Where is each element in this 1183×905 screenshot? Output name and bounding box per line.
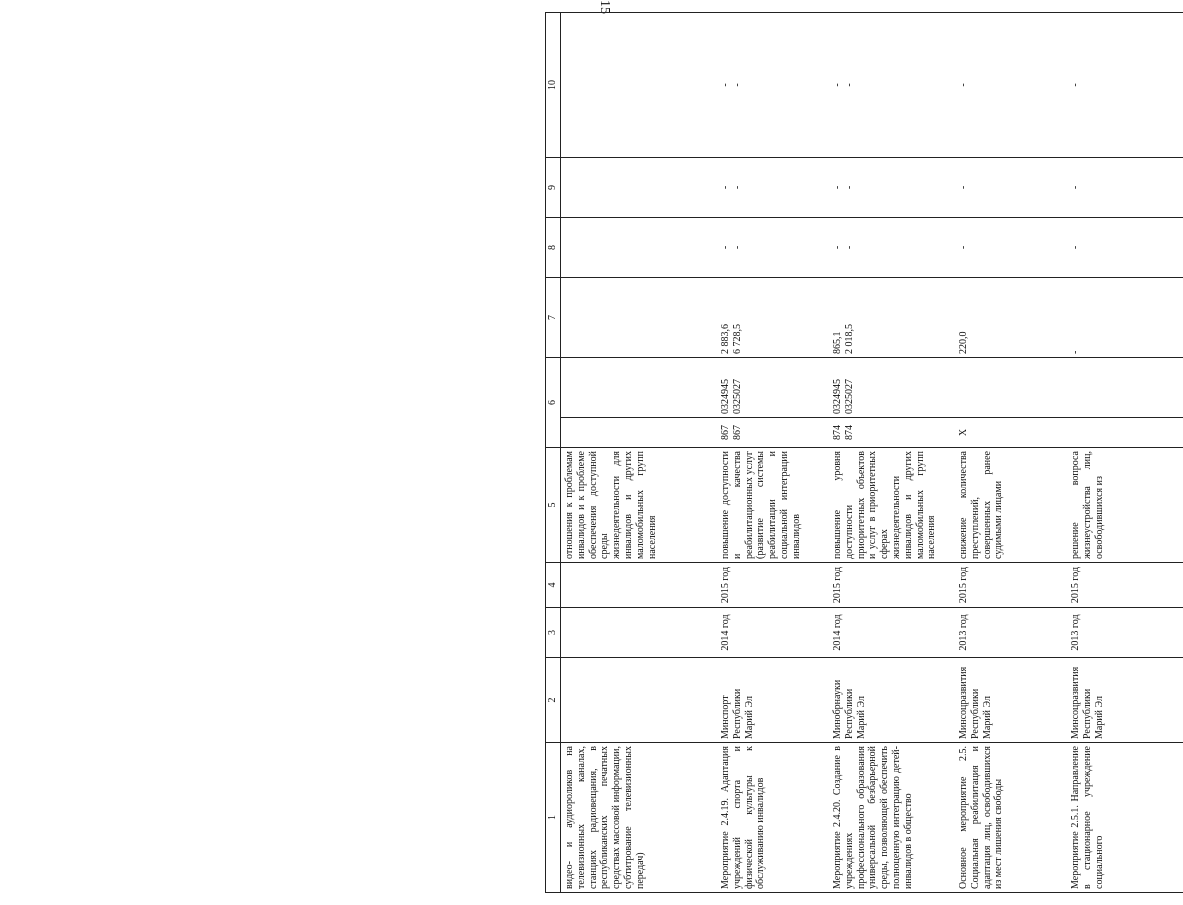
amount-cell-10-line: -: [843, 83, 855, 87]
amount-cell-10: [1067, 13, 1183, 158]
amount-cell-9: [561, 158, 718, 218]
amount-cell: [561, 278, 718, 358]
amount-cell-8: [1067, 218, 1183, 278]
target-article-cell-line: 0325027: [843, 379, 855, 414]
amount-cell-8-line: -: [720, 245, 731, 250]
amount-cell-8: [717, 218, 829, 278]
target-article-cell-line: 0325027: [731, 379, 743, 414]
amount-cell-8: [955, 218, 1067, 278]
page-number: 15: [597, 0, 612, 14]
amount-cell-10: [955, 13, 1067, 158]
amount-cell: [1067, 278, 1183, 358]
amount-cell-9: [1067, 158, 1183, 218]
amount-cell-10-line: -: [720, 83, 731, 87]
header-cell: 10: [546, 13, 561, 158]
header-cell: 6: [546, 358, 561, 448]
header-cell: 1: [546, 743, 561, 893]
measure-name-cell: видео- и аудиороликов на телевизионных каналах, станциях радиовещания, в республиканских печатных средствах массовой информации, субтитрование телевизионных передач): [561, 743, 718, 893]
amount-cell-9-line: -: [731, 185, 743, 190]
executor-cell: Минсоцразвития Республики Марий Эл: [1067, 658, 1183, 743]
amount-cell-8-line: -: [1070, 245, 1081, 250]
amount-cell: [717, 278, 829, 358]
amount-cell: [829, 278, 955, 358]
start-year-cell: 2014 год: [829, 608, 955, 658]
measure-name-cell: Мероприятие 2.5.1. Направление в стационарное учреждение социального: [1067, 743, 1183, 893]
amount-cell-10: [829, 13, 955, 158]
target-article-cell: [955, 358, 1067, 418]
amount-cell-10-line: -: [1070, 83, 1081, 87]
measure-name-cell: Мероприятие 2.4.20. Создание в учреждениях профессионального образования универсальной безбарьерной среды, позволяющей обеспечить полноценную интеграцию детей-инвалидов в общество: [829, 743, 955, 893]
header-cell: 3: [546, 608, 561, 658]
amount-cell-8-line: -: [958, 245, 969, 250]
table-row: [717, 13, 829, 893]
target-article-cell: [1067, 358, 1183, 418]
amount-cell-9: [717, 158, 829, 218]
grbs-code-cell: [1067, 418, 1183, 448]
grbs-code-cell: [829, 418, 955, 448]
amount-cell: [955, 278, 1067, 358]
target-article-cell: [829, 358, 955, 418]
expected-result-cell: повышение уровня доступности приоритетных объектов и услуг в приоритетных сферах жизнедеятельности инвалидов и других маломобильных групп населения: [829, 448, 955, 563]
amount-cell-line: 2 883,6: [720, 324, 731, 354]
grbs-code-cell-line: 867: [731, 425, 743, 440]
grbs-code-cell-line: 874: [832, 425, 843, 440]
amount-cell-line: -: [1070, 350, 1081, 354]
start-year-cell: 2014 год: [717, 608, 829, 658]
end-year-cell: 2015 год: [955, 563, 1067, 608]
table-row: [561, 13, 718, 893]
executor-cell: Минсоцразвития Республики Марий Эл: [955, 658, 1067, 743]
amount-cell-10-line: -: [832, 83, 843, 87]
grbs-code-cell: [717, 418, 829, 448]
target-article-cell: [561, 358, 718, 418]
measure-name-cell: Мероприятие 2.4.19. Адаптация учреждений спорта и физической культуры к обслуживанию инвалидов: [717, 743, 829, 893]
end-year-cell: [561, 563, 718, 608]
start-year-cell: [561, 608, 718, 658]
table-row: [829, 13, 955, 893]
amount-cell-9-line: -: [1070, 185, 1081, 190]
grbs-code-cell: [955, 418, 1067, 448]
amount-cell-9-line: -: [720, 185, 731, 190]
target-article-cell: [717, 358, 829, 418]
amount-cell-10: [561, 13, 718, 158]
amount-cell-10-line: -: [731, 83, 743, 87]
expected-result-cell: решение вопроса жизнеустройства лиц, освободившихся из: [1067, 448, 1183, 563]
header-row: [546, 13, 561, 893]
grbs-code-cell-line: 874: [843, 425, 855, 440]
amount-cell-8-line: -: [832, 245, 843, 250]
amount-cell-8: [561, 218, 718, 278]
start-year-cell: 2013 год: [955, 608, 1067, 658]
grbs-code-cell-line: 867: [720, 425, 731, 440]
amount-cell-10-line: -: [958, 83, 969, 87]
amount-cell-9: [829, 158, 955, 218]
executor-cell: Минобрнауки Республики Марий Эл: [829, 658, 955, 743]
target-article-cell-line: 0324945: [832, 379, 843, 414]
rotated-table-container: [545, 13, 1135, 893]
start-year-cell: 2013 год: [1067, 608, 1183, 658]
end-year-cell: 2015 год: [1067, 563, 1183, 608]
amount-cell-8-line: -: [731, 245, 743, 250]
amount-cell-9-line: -: [958, 185, 969, 190]
header-cell: 9: [546, 158, 561, 218]
table-row: [955, 13, 1067, 893]
amount-cell-9: [955, 158, 1067, 218]
executor-cell: Минспорт Республики Марий Эл: [717, 658, 829, 743]
expected-result-cell: снижение количества преступлений, совершенных ранее судимыми лицами: [955, 448, 1067, 563]
amount-cell-10: [717, 13, 829, 158]
table-row: [1067, 13, 1183, 893]
header-cell: 7: [546, 278, 561, 358]
amount-cell-9-line: -: [843, 185, 855, 190]
end-year-cell: 2015 год: [829, 563, 955, 608]
expected-result-cell: повышение доступности и качества реабилитационных услуг (развитие системы реабилитации и социальной интеграции инвалидов: [717, 448, 829, 563]
amount-cell-line: 2 018,5: [843, 324, 855, 354]
amount-cell-line: 865,1: [832, 331, 843, 354]
amount-cell-9-line: -: [832, 185, 843, 190]
measure-name-cell: Основное мероприятие 2.5. Социальная реабилитация и адаптация лиц, освободившихся из мест лишения свободы: [955, 743, 1067, 893]
header-cell: 8: [546, 218, 561, 278]
table-body: [561, 13, 1183, 893]
expected-result-cell: отношения к проблемам инвалидов и к проблеме обеспечения доступной среды жизнедеятельности для инвалидов и других маломобильных групп населения: [561, 448, 718, 563]
end-year-cell: 2015 год: [717, 563, 829, 608]
header-cell: 2: [546, 658, 561, 743]
header-cell: 4: [546, 563, 561, 608]
header-cell: 5: [546, 448, 561, 563]
measures-table: [545, 12, 1183, 893]
target-article-cell-line: 0324945: [720, 379, 731, 414]
grbs-code-cell: [561, 418, 718, 448]
amount-cell-8: [829, 218, 955, 278]
executor-cell: [561, 658, 718, 743]
amount-cell-line: 6 728,5: [731, 324, 743, 354]
grbs-code-cell-line: Х: [958, 428, 969, 437]
amount-cell-line: 220,0: [958, 331, 969, 354]
amount-cell-8-line: -: [843, 245, 855, 250]
